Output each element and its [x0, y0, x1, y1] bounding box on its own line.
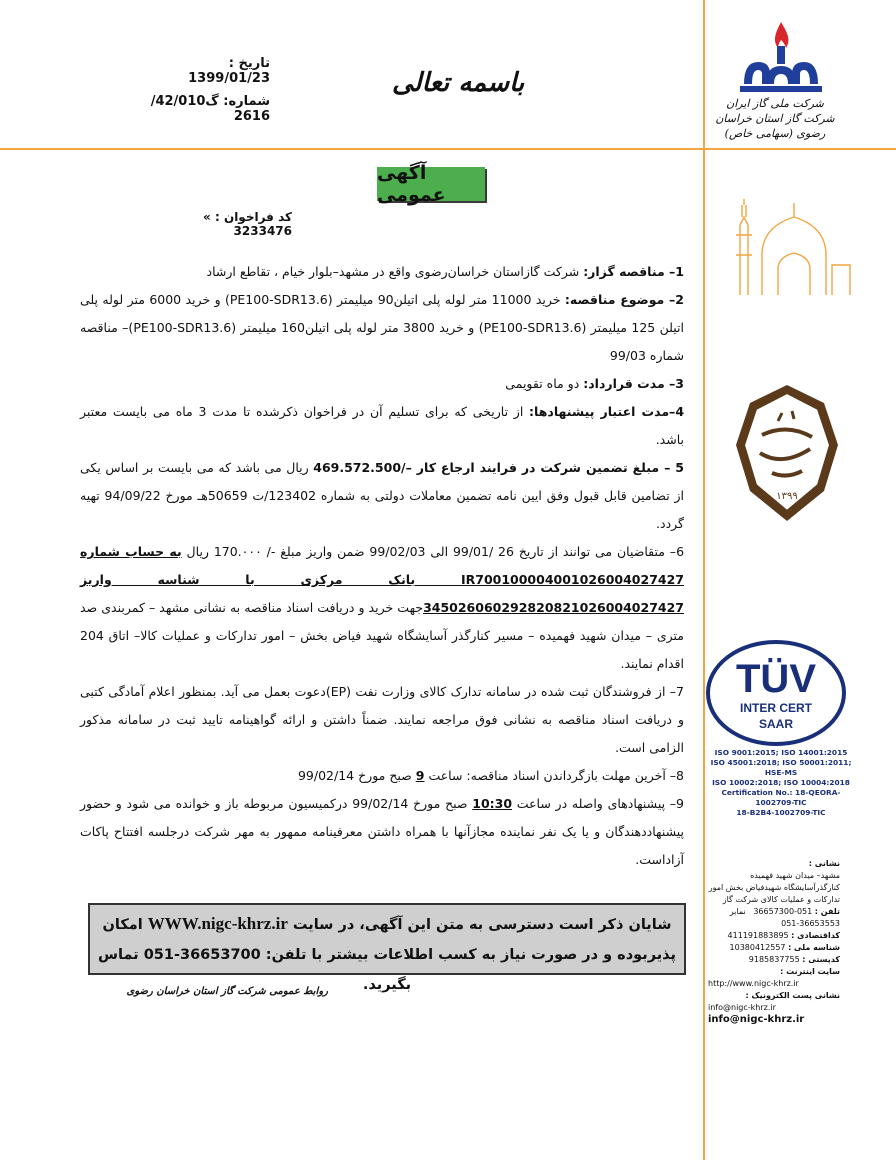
letter-number: شماره: گ42/010/ 2616	[150, 94, 270, 124]
svg-text:۱۳۹۹: ۱۳۹۹	[776, 491, 798, 502]
item-8: 8– آخرین مهلت بازگرداندن اسناد مناقصه: ساعت 9 صبح مورخ 99/02/14	[297, 768, 684, 783]
svg-text:SAAR: SAAR	[758, 717, 794, 731]
page-title: آگهی عمومی	[377, 167, 485, 201]
company-name: شرکت ملی گاز ایران شرکت گاز استان خراسان رضوی (سهامی خاص)	[715, 97, 835, 140]
certifications-list: ISO 9001:2015; ISO 14001:2015 ISO 45001:2018; ISO 50001:2011; HSE-MS ISO 10002:2018; ISO 10004:2018 Certification No.: 18-QEORA-1002709-TIC 18-B2B4-1002709-TIC	[710, 748, 852, 817]
letter-date: تاریخ : 1399/01/23	[188, 56, 270, 86]
production-leap-seal-icon	[732, 383, 842, 523]
contact-email-link-bold[interactable]: info@nigc-khrz.ir	[708, 1014, 805, 1025]
item-3: 3– مدت قرارداد: دو ماه تقویمی	[505, 376, 684, 391]
item-4: 4–مدت اعتبار پیشنهادها: از تاریخی که برای تسلیم آن در فراخوان ذکرشده تا مدت 3 ماه می بایست معتبر باشد.	[80, 404, 685, 447]
website-link[interactable]: WWW.nigc-khrz.ir	[147, 914, 288, 933]
contact-email-link[interactable]: info@nigc-khrz.ir	[708, 1003, 776, 1012]
item-2: 2– موضوع مناقصه: خرید 11000 متر لوله پلی اتیلن90 میلیمتر (PE100-SDR13.6) و خرید 6000 متر لوله پلی اتیلن 125 میلیمتر (PE100-SDR13.6) و خرید 3800 متر لوله پلی اتیلن160 میلیمتر (PE100-SDR13.6)– مناقصه شماره 99/03	[80, 292, 684, 363]
notice-body	[80, 258, 684, 874]
item-7: 7– از فروشندگان ثبت شده در سامانه تدارک کالای وزارت نفت (EP)دعوت بعمل می آید. بمنظور اعلام آمادگی کتبی و دریافت اسناد مناقصه به نشانی فوق مراجعه نمایند. ضمناً داشتن و ارائه گواهینامه تایید ثبت در سامانه مذکور الزامی است.	[80, 684, 684, 755]
item-1: 1– مناقصه گزار: شرکت گازاستان خراسان‌رضوی واقع در مشهد–بلوار خیام ، تقاطع ارشاد	[206, 264, 684, 279]
item-6: 6– متقاضیان می توانند از تاریخ 26 /99/01 الی 99/02/03 ضمن واریز مبلغ -/ 170.٠٠٠ ریال به حساب شماره IR700100004001026004027427 بانک مرکزی با شناسه واریز 345026060292820821026004027427جهت خرید و دریافت اسناد مناقصه به نشانی مشهد – کمربندی صد متری – میدان شهید فهمیده – مسیر کنارگذر آسایشگاه شهید فیاض بخش – امور تدارکات و عملیات کالا– اتاق 204 اقدام نمایند.	[80, 544, 685, 671]
public-relations-signature: روابط عمومی شرکت گاز استان خراسان رضوی	[126, 986, 328, 997]
item-5: 5 – مبلغ تضمین شرکت در فرایند ارجاع کار –/469.572.500 ریال می باشد که می بایست بر اساس یکی از تضامین قابل قبول وفق ایین نامه تضمین معاملات دولتی به شماره 123402/ت 50659هـ مورخ 94/09/22 تهیه گردد.	[80, 460, 684, 531]
contact-info: نشانی : مشهد– میدان شهید فهمیده کنارگذرآسایشگاه شهیدفیاض بخش امور تدارکات و عملیات کالای شرکت گاز تلفن : 051-36657300 نمابر 051-36653553 کداقتصادی : 411191883895 شناسه ملی : 10380412557 کدپستی : 9185837755 سایت اینترنت : http://www.nigc-khrz.ir نشانی پست الکترونیک : info@nigc-khrz.ir info@nigc-khrz.ir	[708, 859, 840, 1025]
basmala: باسمه تعالی	[392, 68, 525, 98]
website-notice-box: شایان ذکر است دسترسی به متن این آگهی، در سایت WWW.nigc-khrz.ir امکان پذیربوده و در صورت نیاز به کسب اطلاعات بیشتر با تلفن: 36653700-051 تماس بگیرید.	[88, 903, 686, 975]
call-code: « کد فراخوان : 3233476	[203, 210, 292, 238]
shrine-outline-icon	[722, 195, 852, 295]
nigc-logo-icon	[736, 20, 826, 100]
column-divider	[703, 0, 705, 1160]
svg-text:TÜV: TÜV	[736, 657, 816, 701]
svg-text:INTER CERT: INTER CERT	[740, 701, 812, 715]
tuv-intercert-logo-icon	[706, 640, 846, 746]
contact-website-link[interactable]: http://www.nigc-khrz.ir	[708, 979, 799, 988]
item-9: 9– پیشنهادهای واصله در ساعت 10:30 صبح مورخ 99/02/14 درکمیسیون مربوطه باز و خوانده می شود و حضور پیشنهاددهندگان و یا یک نفر نماینده مجازآنها با همراه داشتن معرفینامه ممهور به مهر شرکت درجلسه افتتاح پاکات آزاداست.	[80, 796, 684, 867]
header-divider	[0, 148, 896, 150]
